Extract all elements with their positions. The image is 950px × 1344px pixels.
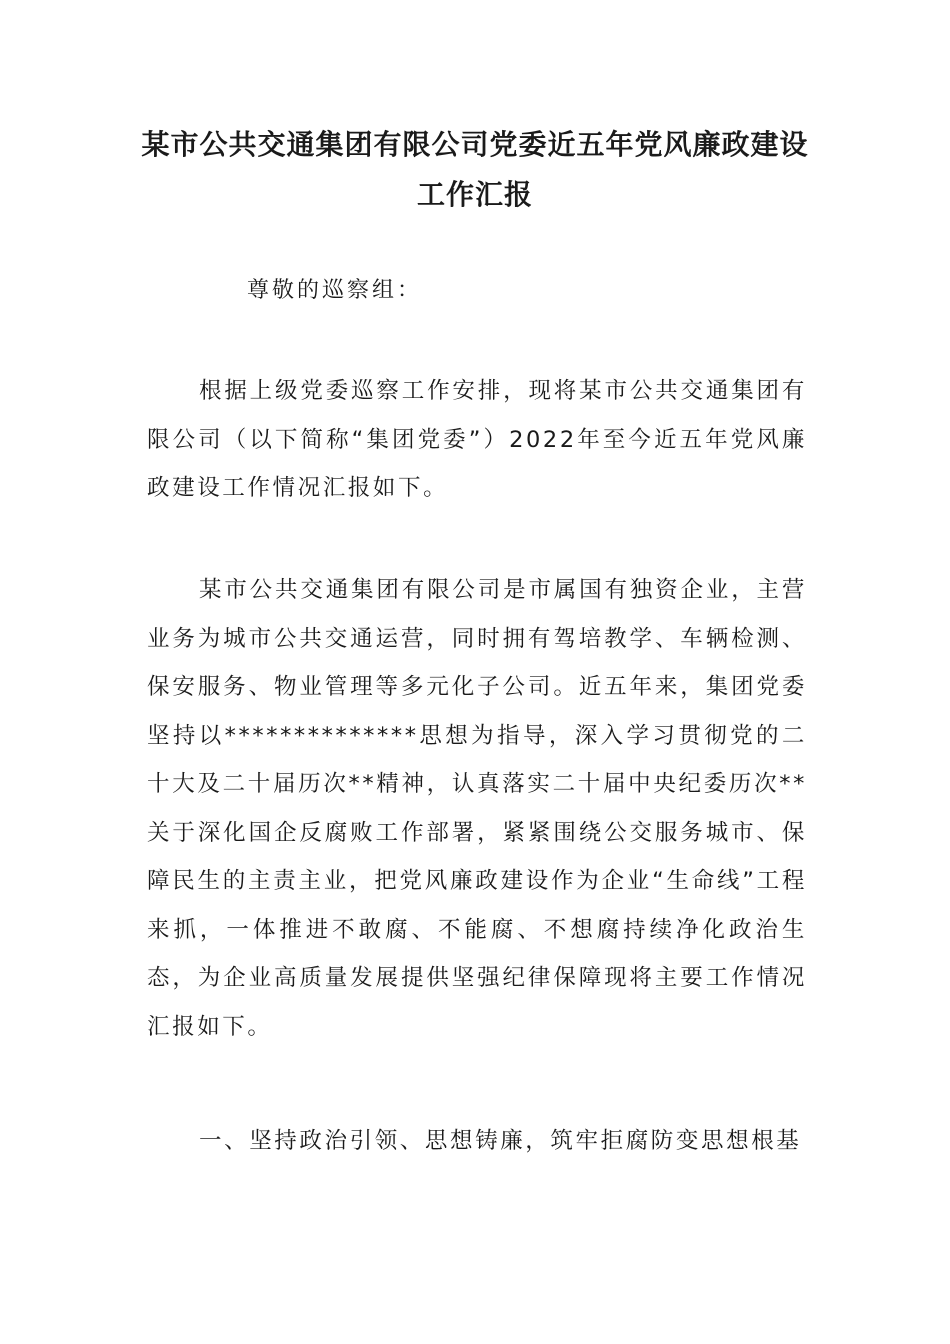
intro-paragraph: 根据上级党委巡察工作安排，现将某市公共交通集团有限公司（以下简称“集团党委”）2022年至今近五年党风廉政建设工作情况汇报如下。 xyxy=(147,378,807,501)
company-overview-paragraph: 某市公共交通集团有限公司是市属国有独资企业，主营业务为城市公共交通运营，同时拥有驾培教学、车辆检测、保安服务、物业管理等多元化子公司。近五年来，集团党委坚持以**************思想为指导，深入学习贯彻党的二十大及二十届历次**精神，认真落实二十届中央纪委历次**关于深化国企反腐败工作部署，紧紧围绕公交服务城市、保障民生的主责主业，把党风廉政建设作为企业“生命线”工程来抓，一体推进不敢腐、不能腐、不想腐持续净化政治生态，为企业高质量发展提供坚强纪律保障现将主要工作情况汇报如下。 xyxy=(147,577,807,1040)
title-line-1: 某市公共交通集团有限公司党委近五年党风廉政建设 xyxy=(141,128,809,161)
section-heading-1: 一、坚持政治引领、思想铸廉，筑牢拒腐防变思想根基 xyxy=(199,1128,802,1154)
document-title xyxy=(120,120,830,220)
salutation: 尊敬的巡察组： xyxy=(247,278,423,303)
title-line-2: 工作汇报 xyxy=(416,178,533,211)
